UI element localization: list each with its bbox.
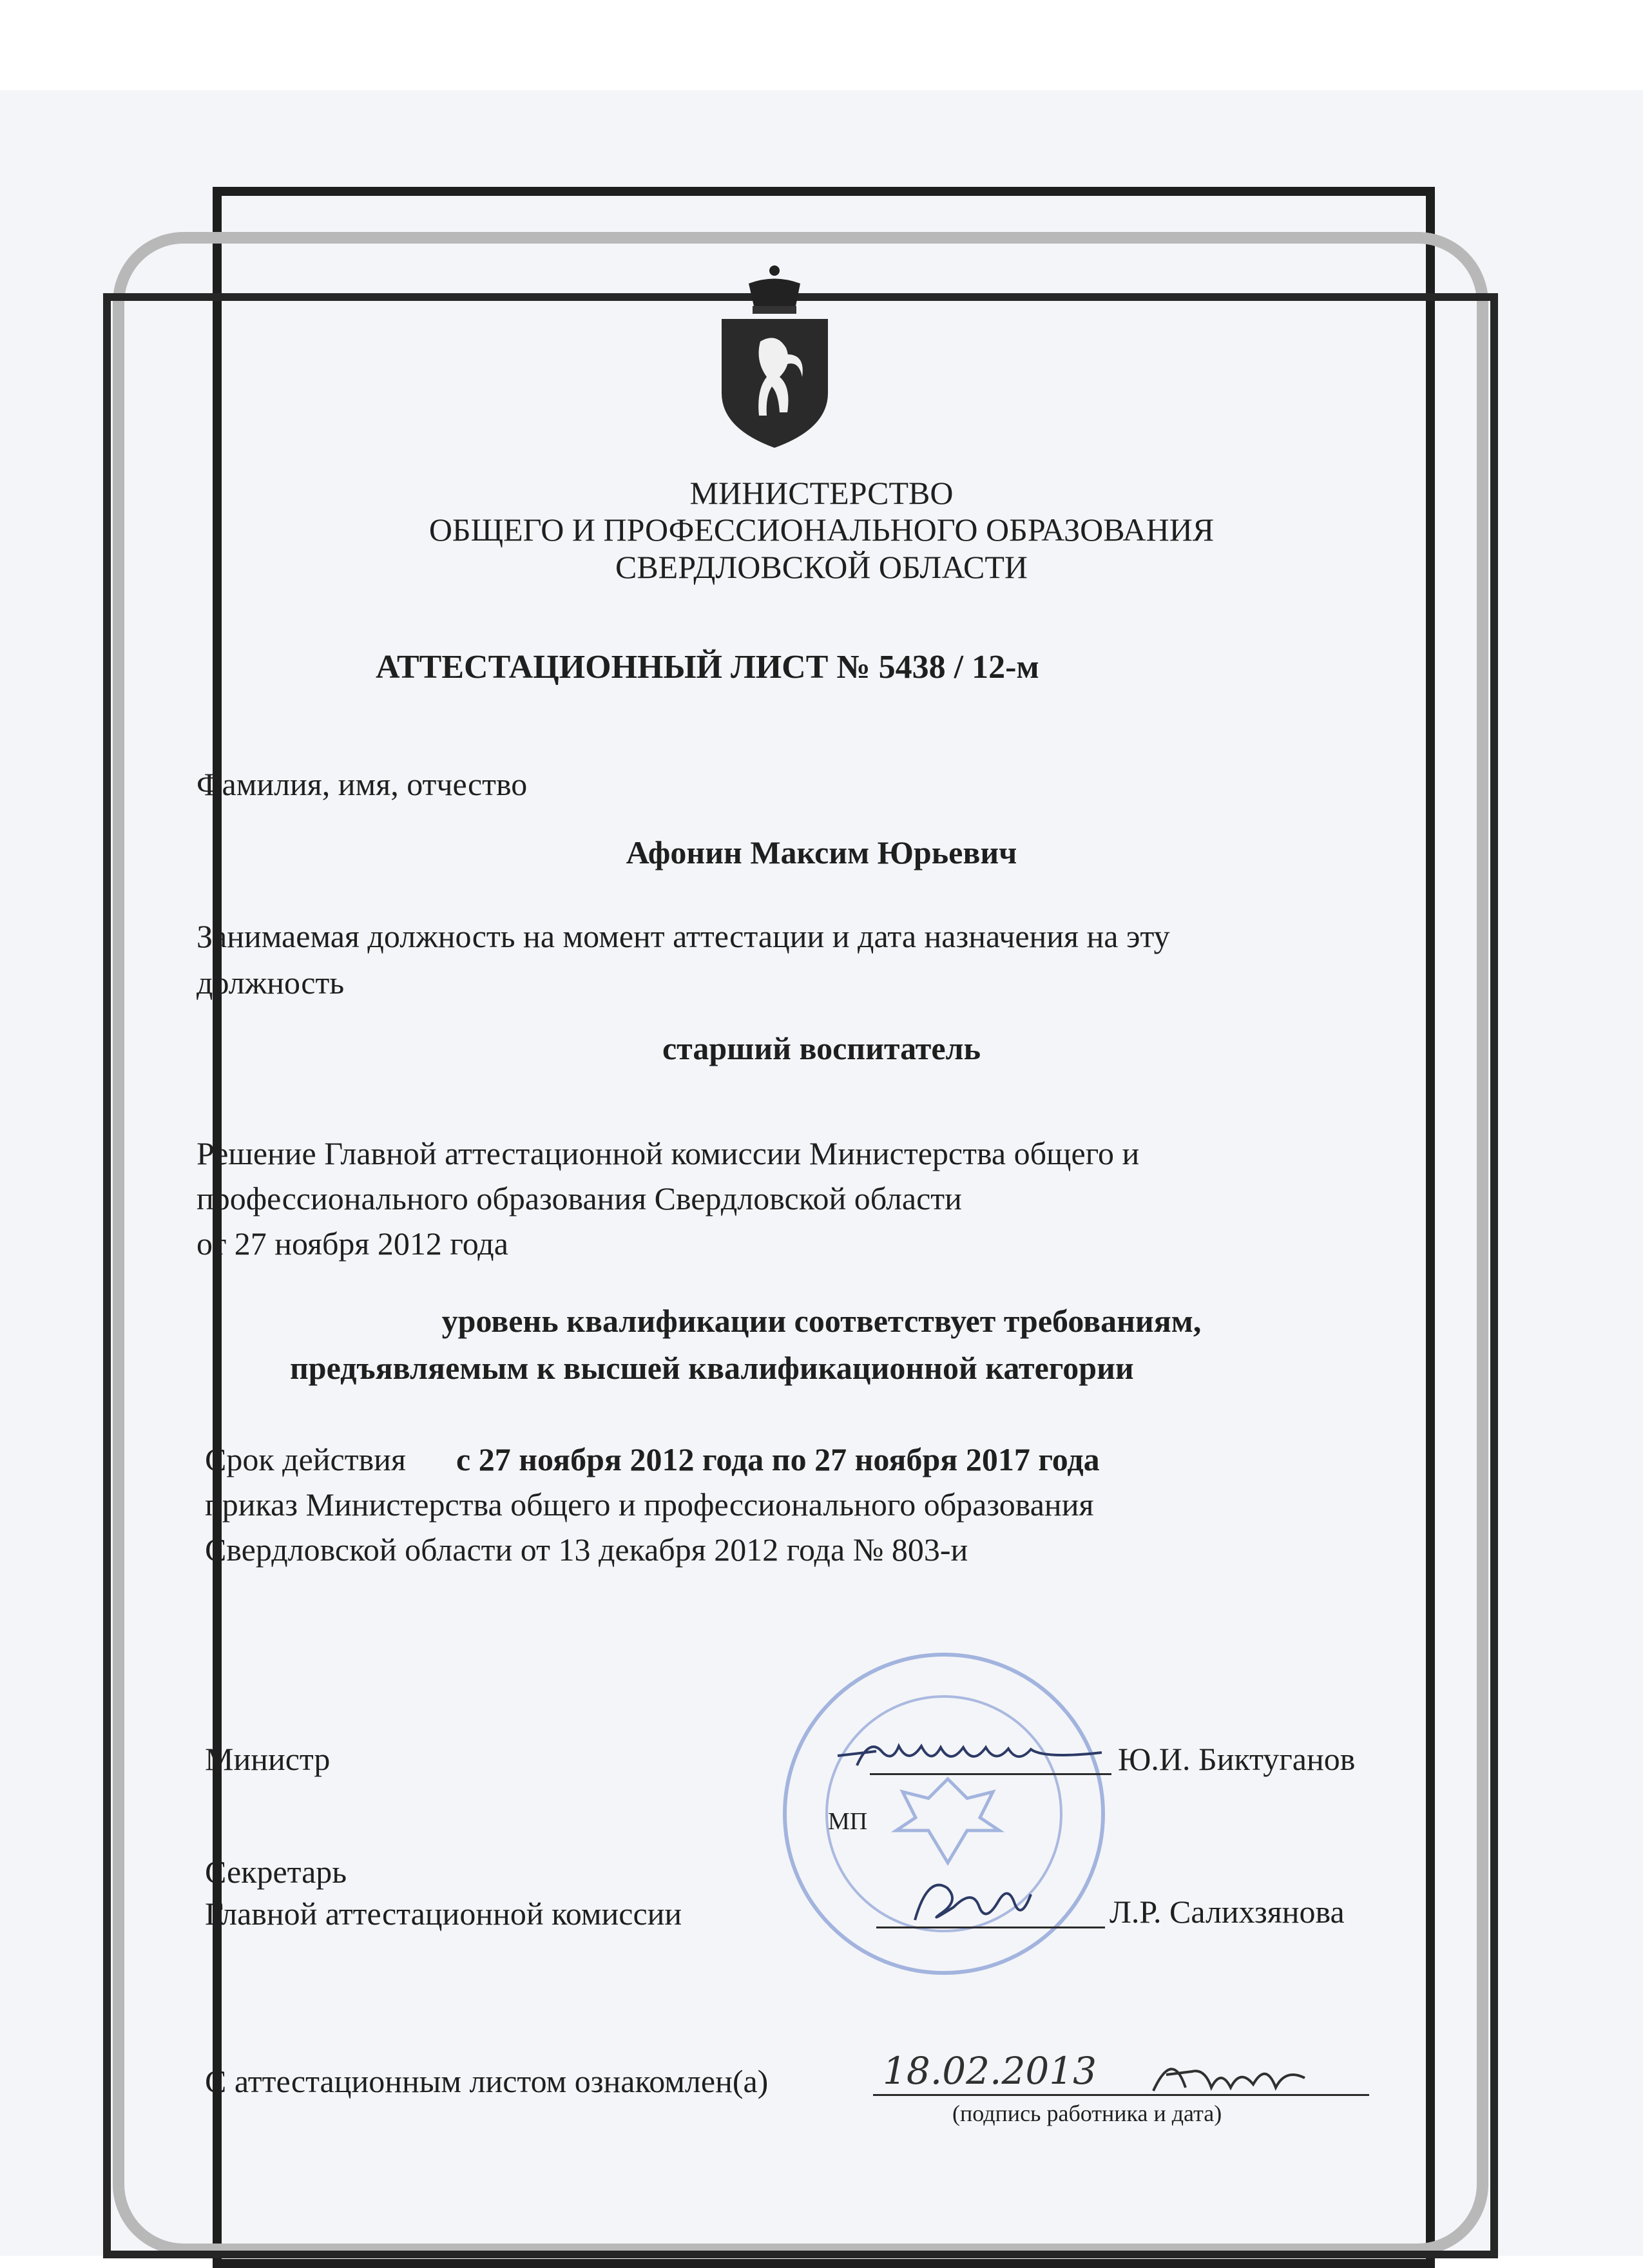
qualification-line-2: предъявляемым к высшей квалификационной категории <box>290 1350 1134 1386</box>
order-line-2: Свердловской области от 13 декабря 2012 года № 803-и <box>205 1532 968 1568</box>
stamp-eagle-icon <box>883 1766 1012 1869</box>
secretary-name: Л.Р. Салихзянова <box>1110 1894 1345 1930</box>
document-title: АТТЕСТАЦИОННЫЙ ЛИСТ № 5438 / 12-м <box>376 649 1039 686</box>
acknowledgement-label: С аттестационным листом ознакомлен(а) <box>205 2063 769 2099</box>
fio-value: Афонин Максим Юрьевич <box>626 834 1017 870</box>
position-label-line-1: Занимаемая должность на момент аттестации и дата назначения на эту <box>197 918 1170 954</box>
employee-signature <box>1147 2042 1314 2100</box>
secretary-label-line-1: Секретарь <box>205 1854 347 1890</box>
acknowledgement-hint: (подпись работника и дата) <box>952 2100 1222 2126</box>
coat-of-arms-icon <box>715 258 834 451</box>
fio-label: Фамилия, имя, отчество <box>197 766 528 802</box>
minister-signature <box>831 1727 1115 1778</box>
minister-name: Ю.И. Биктуганов <box>1118 1741 1356 1777</box>
secretary-label-line-2: Главной аттестационной комиссии <box>205 1896 682 1932</box>
order-line-1: приказ Министерства общего и профессионального образования <box>205 1486 1094 1523</box>
validity-value: с 27 ноября 2012 года по 27 ноября 2017 года <box>456 1441 1100 1477</box>
ministry-line-1: МИНИСТЕРСТВО <box>689 475 954 511</box>
decision-line-3: от 27 ноября 2012 года <box>197 1225 508 1262</box>
position-label-line-2: должность <box>197 965 345 1001</box>
secretary-signature <box>902 1862 1057 1933</box>
ministry-line-2: ОБЩЕГО И ПРОФЕССИОНАЛЬНОГО ОБРАЗОВАНИЯ <box>428 512 1215 548</box>
validity-label: Срок действия <box>205 1441 406 1477</box>
qualification-line-1: уровень квалификации соответствует требованиям, <box>441 1303 1202 1339</box>
position-value: старший воспитатель <box>662 1030 981 1066</box>
decision-line-1: Решение Главной аттестационной комиссии Министерства общего и <box>197 1135 1140 1171</box>
handwritten-date: 18.02.2013 <box>883 2049 1097 2093</box>
stamp-place-mark: МП <box>828 1808 868 1835</box>
ministry-line-3: СВЕРДЛОВСКОЙ ОБЛАСТИ <box>615 549 1028 585</box>
decision-line-2: профессионального образования Свердловской области <box>197 1180 962 1216</box>
minister-label: Министр <box>205 1741 331 1777</box>
